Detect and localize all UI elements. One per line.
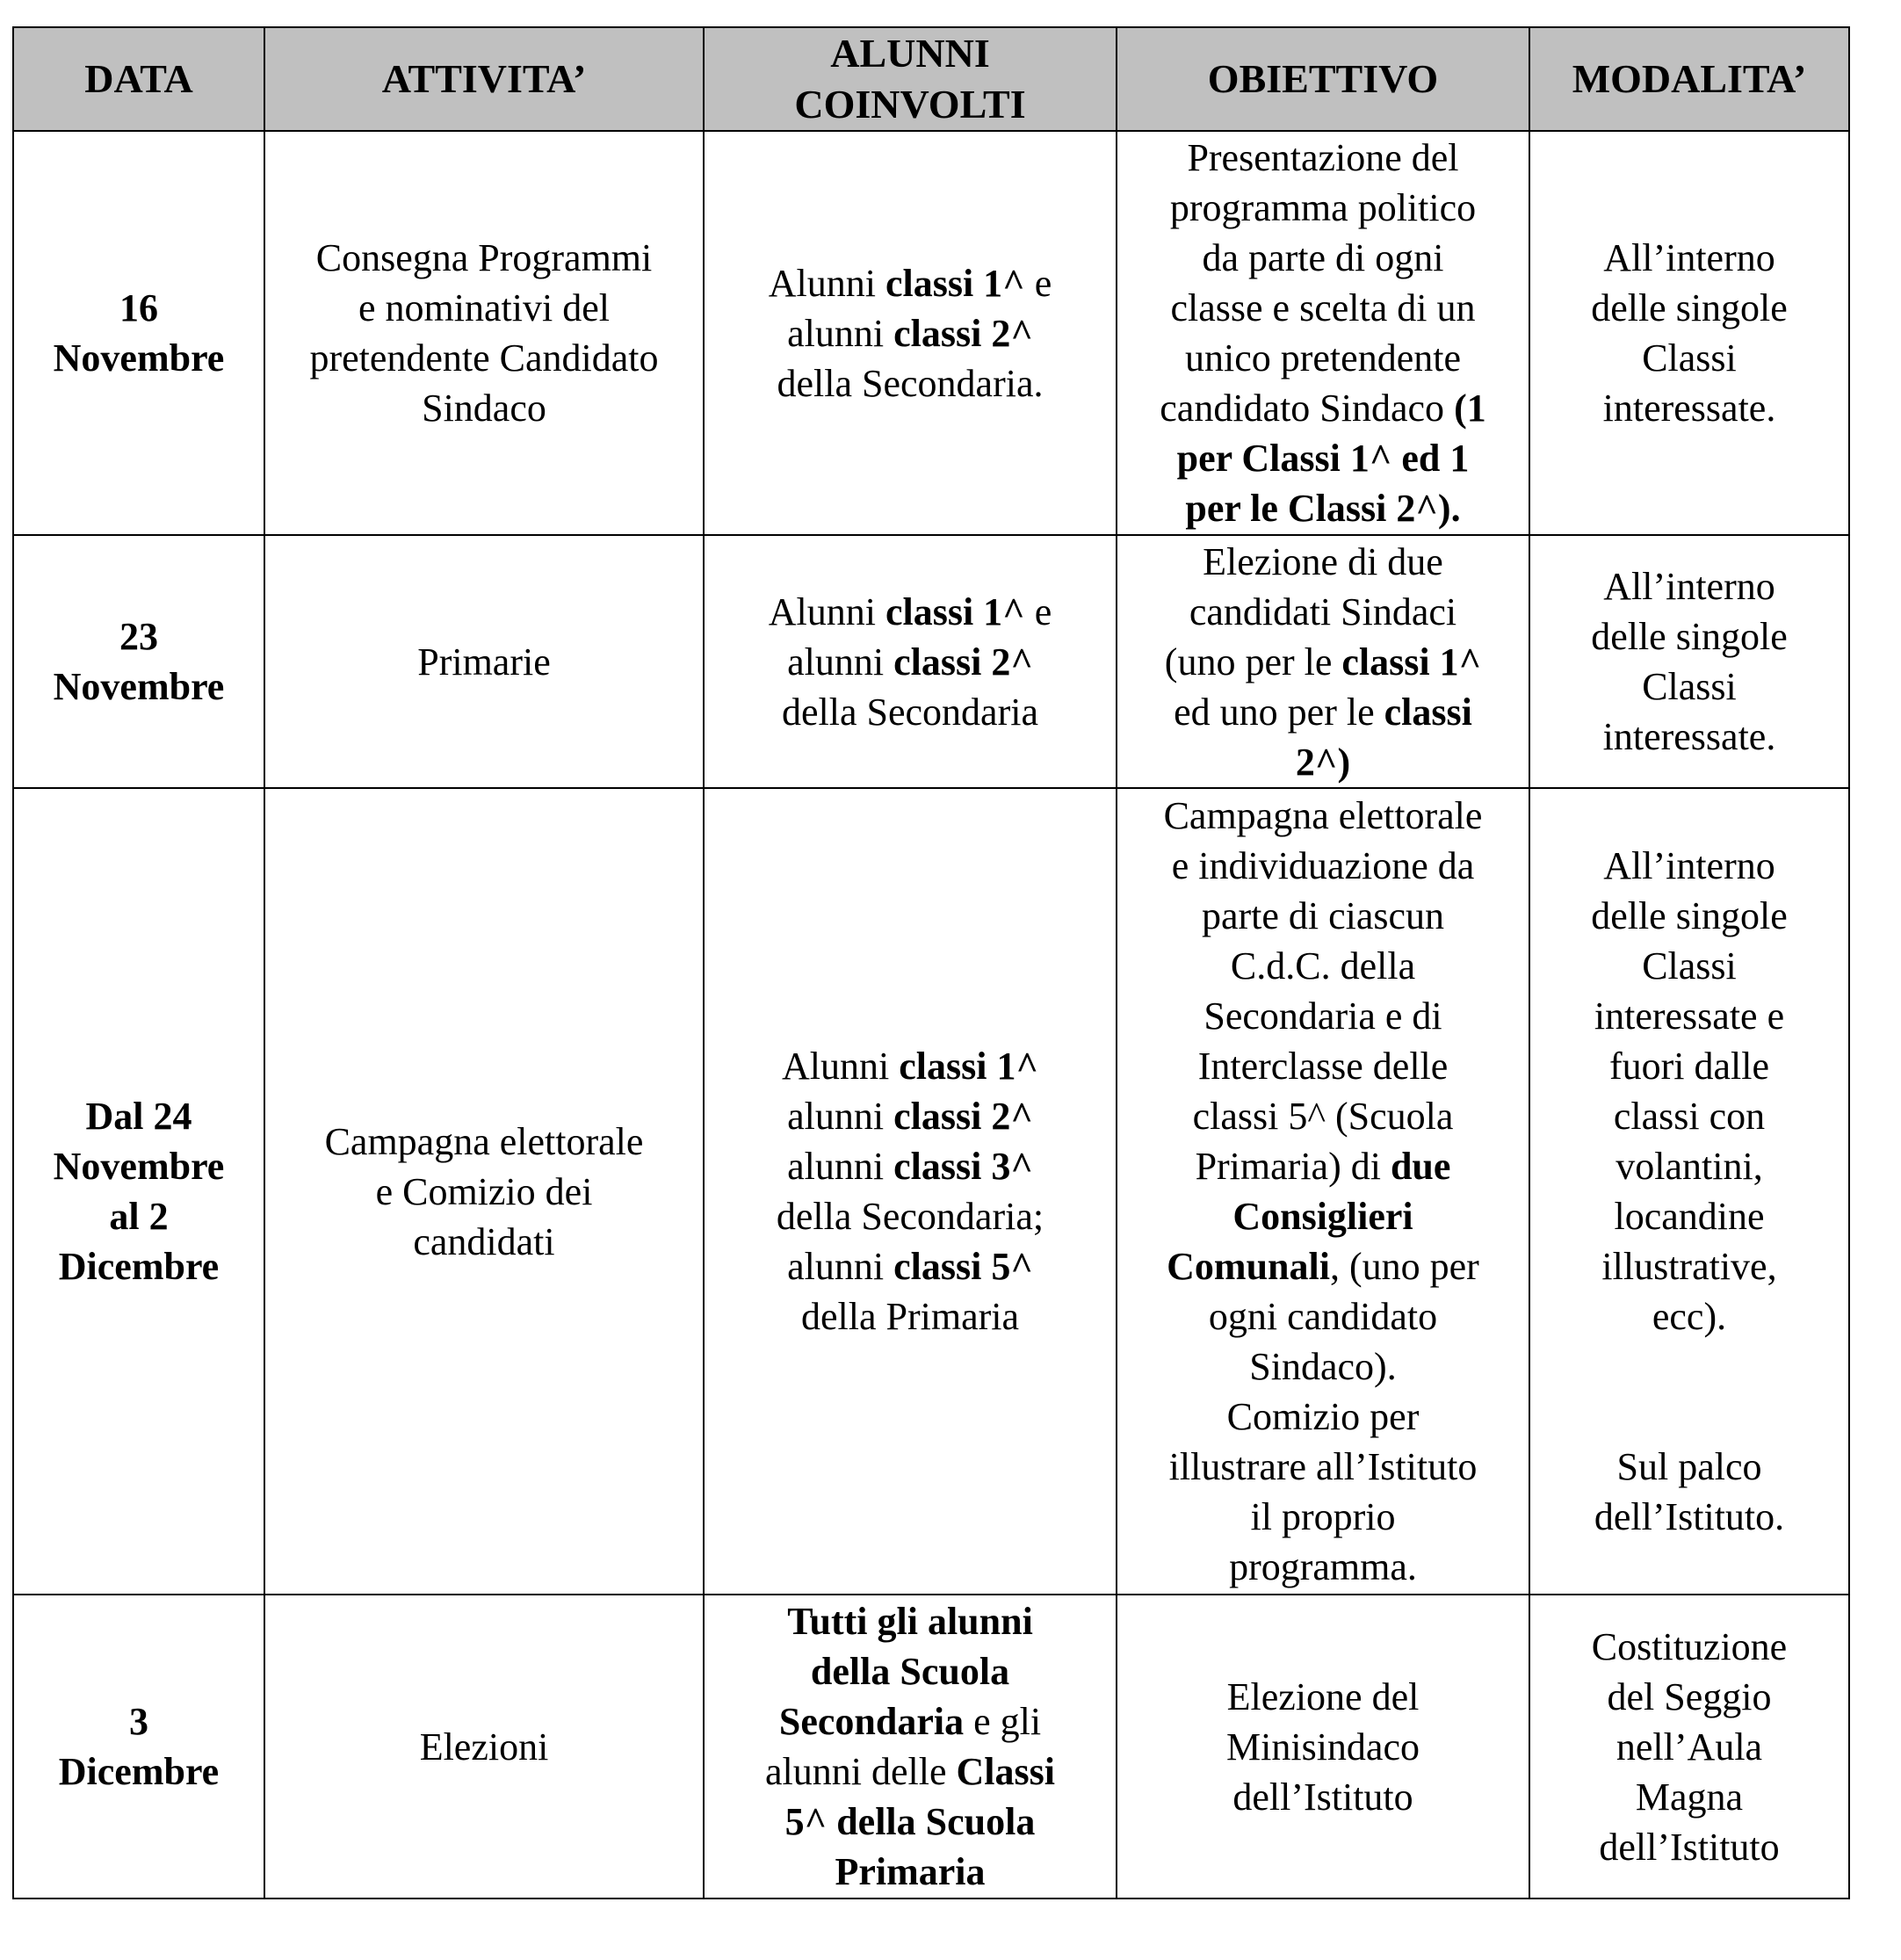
- alunni-line: alunni classi 2^: [787, 311, 1033, 355]
- cell-alunni: [704, 1595, 1117, 1899]
- date-line: Novembre: [53, 336, 225, 380]
- modalita-line: interessate.: [1602, 715, 1776, 758]
- modalita-line: fuori dalle: [1608, 1045, 1770, 1088]
- attivita-line: e nominativi del: [358, 286, 610, 329]
- modalita-line: Classi: [1642, 665, 1737, 708]
- cell-modalita: [1529, 131, 1849, 535]
- obiettivo-line: Elezione di due: [1203, 539, 1443, 583]
- attivita-line: e Comizio dei: [375, 1169, 593, 1213]
- bold-text: classi 2^: [893, 311, 1033, 355]
- cell-attivita: [264, 131, 704, 535]
- alunni-line: alunni delle Classi: [765, 1750, 1055, 1793]
- table-row: [13, 535, 1849, 788]
- bold-text: Tutti gli alunni: [787, 1600, 1033, 1643]
- modalita-line: Costituzione: [1591, 1624, 1788, 1668]
- alunni-line: Alunni classi 1^: [781, 1045, 1039, 1088]
- alunni-line: [712, 1646, 1109, 1696]
- attivita-line: pretendente Candidato: [309, 336, 659, 380]
- cell-data: [13, 131, 264, 535]
- alunni-line: alunni classi 2^: [787, 640, 1033, 683]
- modalita-line: delle singole: [1591, 615, 1788, 658]
- alunni-line: alunni classi 2^: [787, 1095, 1033, 1138]
- obiettivo-line: [1124, 1191, 1522, 1241]
- obiettivo-line: [1124, 433, 1522, 483]
- obiettivo-line: da parte di ogni: [1202, 236, 1444, 279]
- date-line: Dal 24: [85, 1095, 192, 1138]
- obiettivo-line: ed uno per le classi: [1174, 690, 1472, 734]
- modalita-line: classi con: [1613, 1095, 1766, 1138]
- bold-text: Secondaria: [778, 1700, 965, 1743]
- cell-data: [13, 788, 264, 1595]
- modalita-gap: [1537, 1392, 1841, 1442]
- obiettivo-line: illustrare all’Istituto: [1168, 1445, 1478, 1488]
- obiettivo-line: programma politico: [1169, 186, 1477, 229]
- obiettivo-line: ogni candidato: [1208, 1295, 1438, 1338]
- obiettivo-line: C.d.C. della: [1230, 944, 1416, 987]
- obiettivo-line: dell’Istituto: [1232, 1775, 1413, 1819]
- bold-text: Primaria: [835, 1850, 986, 1893]
- bold-text: 2^): [1295, 740, 1351, 784]
- bold-text: classi 2^: [893, 1095, 1033, 1138]
- date-line: Dicembre: [58, 1245, 220, 1288]
- header-data: DATA: [13, 27, 264, 131]
- bold-text: della Scuola: [810, 1650, 1010, 1693]
- obiettivo-line: [1124, 483, 1522, 533]
- obiettivo-line: e individuazione da: [1171, 844, 1475, 887]
- date-line: Novembre: [53, 1145, 225, 1188]
- modalita-line: dell’Istituto: [1599, 1825, 1780, 1869]
- cell-obiettivo: [1117, 131, 1529, 535]
- cell-alunni: [704, 535, 1117, 788]
- cell-attivita: [264, 535, 704, 788]
- obiettivo-line: Secondaria e di: [1203, 994, 1442, 1038]
- alunni-line: [712, 1847, 1109, 1897]
- alunni-line: Secondaria e gli: [778, 1700, 1042, 1743]
- bold-text: classi: [1384, 690, 1472, 734]
- attivita-line: Consegna Programmi: [315, 236, 653, 279]
- bold-text: per Classi 1^ ed 1: [1176, 437, 1470, 480]
- attivita-line: Primarie: [417, 640, 551, 683]
- bold-text: 5^ della Scuola: [784, 1800, 1036, 1843]
- modalita-line: All’interno: [1603, 236, 1775, 279]
- date-line: 23: [119, 615, 158, 658]
- obiettivo-line: parte di ciascun: [1201, 894, 1445, 937]
- modalita-line: All’interno: [1603, 565, 1775, 608]
- obiettivo-line: [1124, 737, 1522, 787]
- header-alunni: [704, 27, 1117, 131]
- obiettivo-line: il proprio: [1250, 1495, 1396, 1538]
- alunni-line: alunni classi 3^: [787, 1145, 1033, 1188]
- modalita-line: delle singole: [1591, 286, 1788, 329]
- obiettivo-line: (uno per le classi 1^: [1164, 640, 1482, 683]
- modalita-line: ecc).: [1652, 1295, 1727, 1338]
- bold-text: (1: [1454, 387, 1486, 430]
- attivita-line: candidati: [413, 1219, 555, 1263]
- modalita-line: Magna: [1635, 1775, 1744, 1819]
- cell-obiettivo: [1117, 535, 1529, 788]
- modalita-line: Classi: [1642, 944, 1737, 987]
- table-row: [13, 788, 1849, 1595]
- header-alunni-line: COINVOLTI: [794, 82, 1026, 127]
- obiettivo-line: Comizio per: [1226, 1395, 1420, 1438]
- cell-modalita: [1529, 1595, 1849, 1899]
- modalita-gap: [1537, 1342, 1841, 1392]
- alunni-line: della Secondaria;: [776, 1195, 1044, 1238]
- table-row: [13, 131, 1849, 535]
- modalita-line: dell’Istituto.: [1594, 1495, 1785, 1538]
- alunni-line: della Primaria: [800, 1295, 1019, 1338]
- alunni-line: [712, 1596, 1109, 1646]
- bold-text: per le Classi 2^).: [1185, 487, 1461, 530]
- alunni-line: della Secondaria: [782, 690, 1038, 734]
- obiettivo-line: Interclasse delle: [1197, 1045, 1449, 1088]
- obiettivo-line: Primaria) di due: [1195, 1145, 1451, 1188]
- cell-alunni: [704, 131, 1117, 535]
- alunni-line: della Secondaria.: [777, 361, 1044, 405]
- modalita-line: delle singole: [1591, 894, 1788, 937]
- bold-text: Consiglieri: [1232, 1195, 1413, 1238]
- schedule-table: [12, 26, 1850, 1899]
- bold-text: classi 3^: [893, 1145, 1033, 1188]
- modalita-line: interessate.: [1602, 387, 1776, 430]
- obiettivo-line: Presentazione del: [1187, 136, 1459, 179]
- document-page: [12, 26, 1850, 1899]
- alunni-line: Alunni classi 1^ e: [768, 261, 1052, 305]
- alunni-line: [712, 1797, 1109, 1847]
- obiettivo-line: Minisindaco: [1226, 1725, 1420, 1768]
- cell-data: [13, 1595, 264, 1899]
- cell-attivita: [264, 1595, 704, 1899]
- date-line: 16: [119, 286, 158, 329]
- bold-text: classi 2^: [893, 640, 1033, 683]
- bold-text: classi 1^: [899, 1045, 1039, 1088]
- modalita-line: All’interno: [1603, 844, 1775, 887]
- header-attivita: ATTIVITA’: [264, 27, 704, 131]
- bold-text: Comunali: [1167, 1245, 1330, 1288]
- header-modalita: MODALITA’: [1529, 27, 1849, 131]
- date-line: Novembre: [53, 665, 225, 708]
- obiettivo-line: Campagna elettorale: [1163, 794, 1483, 837]
- bold-text: classi 1^: [1341, 640, 1482, 683]
- bold-text: classi 1^: [885, 589, 1025, 633]
- bold-text: due: [1390, 1145, 1451, 1188]
- cell-data: [13, 535, 264, 788]
- obiettivo-line: candidato Sindaco (1: [1160, 387, 1486, 430]
- cell-modalita: [1529, 535, 1849, 788]
- table-row: [13, 1595, 1849, 1899]
- alunni-line: alunni classi 5^: [787, 1245, 1033, 1288]
- header-obiettivo: OBIETTIVO: [1117, 27, 1529, 131]
- modalita-line: nell’Aula: [1615, 1725, 1763, 1768]
- modalita-line: del Seggio: [1607, 1674, 1772, 1718]
- cell-obiettivo: [1117, 788, 1529, 1595]
- header-row: [13, 27, 1849, 131]
- alunni-line: Alunni classi 1^ e: [768, 589, 1052, 633]
- obiettivo-line: unico pretendente: [1185, 336, 1461, 380]
- cell-obiettivo: [1117, 1595, 1529, 1899]
- bold-text: classi 1^: [885, 261, 1025, 305]
- obiettivo-line: Comunali, (uno per: [1167, 1245, 1479, 1288]
- cell-attivita: [264, 788, 704, 1595]
- obiettivo-line: classi 5^ (Scuola: [1192, 1095, 1454, 1138]
- obiettivo-line: programma.: [1229, 1545, 1417, 1588]
- obiettivo-line: Sindaco).: [1249, 1345, 1397, 1388]
- header-alunni-line: ALUNNI: [830, 31, 990, 76]
- modalita-line: Classi: [1642, 336, 1737, 380]
- bold-text: Classi: [956, 1750, 1055, 1793]
- date-line: al 2: [109, 1195, 169, 1238]
- date-line: Dicembre: [58, 1750, 220, 1793]
- bold-text: classi 5^: [893, 1245, 1033, 1288]
- modalita-line: interessate e: [1594, 994, 1785, 1038]
- obiettivo-line: classe e scelta di un: [1170, 286, 1476, 329]
- modalita-line: Sul palco: [1616, 1445, 1762, 1488]
- obiettivo-line: Elezione del: [1226, 1674, 1420, 1718]
- cell-modalita: [1529, 788, 1849, 1595]
- modalita-line: volantini,: [1615, 1145, 1763, 1188]
- attivita-line: Sindaco: [422, 387, 546, 430]
- modalita-line: locandine: [1614, 1195, 1765, 1238]
- obiettivo-line: candidati Sindaci: [1189, 589, 1457, 633]
- attivita-line: Elezioni: [419, 1725, 549, 1768]
- attivita-line: Campagna elettorale: [324, 1119, 644, 1163]
- modalita-line: illustrative,: [1601, 1245, 1777, 1288]
- date-line: 3: [129, 1700, 148, 1743]
- cell-alunni: [704, 788, 1117, 1595]
